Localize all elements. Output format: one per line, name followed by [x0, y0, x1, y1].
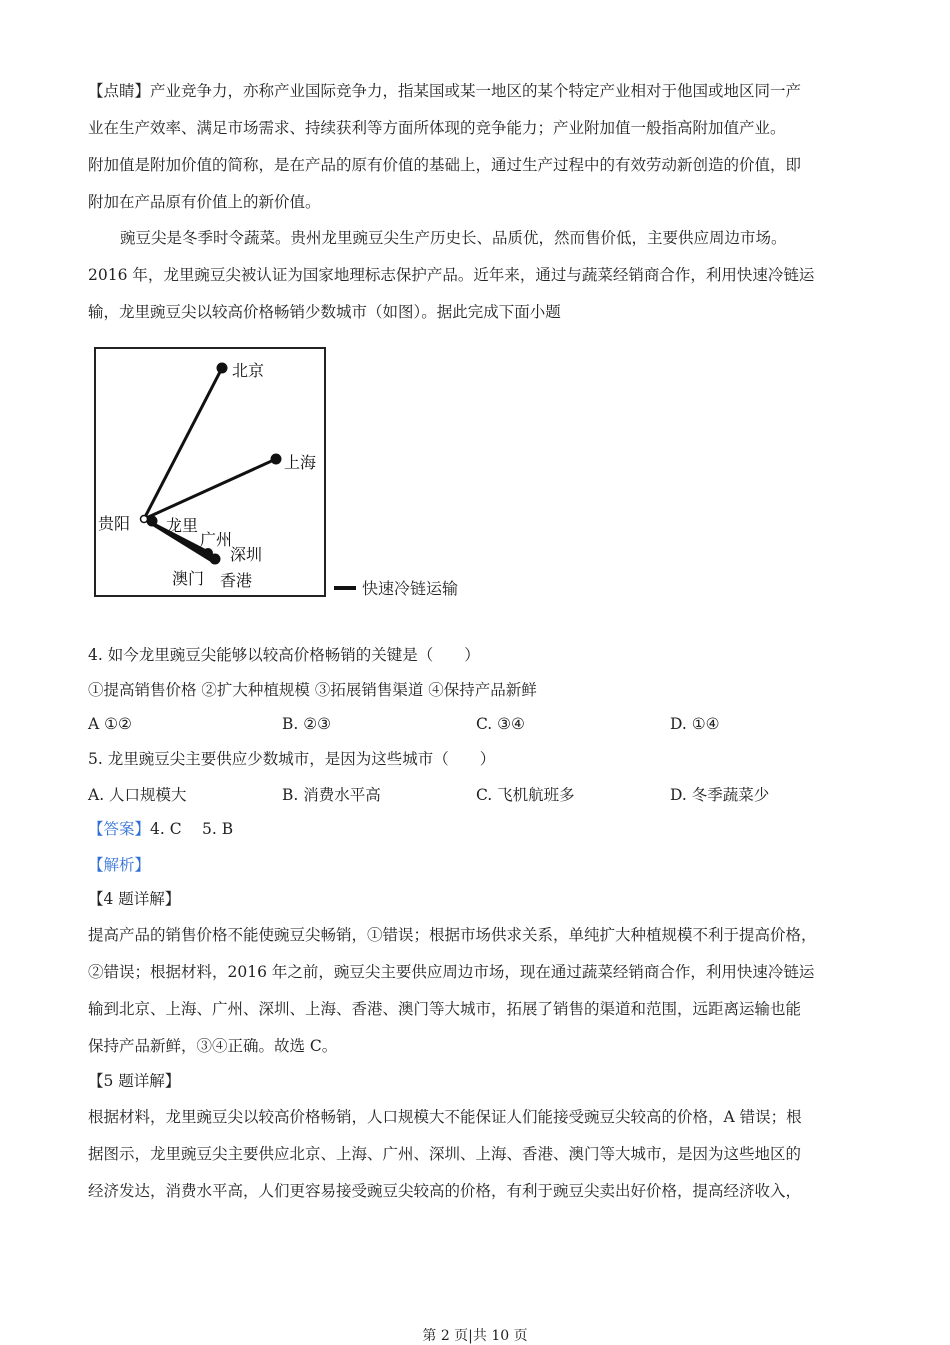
q5-option-b: B. 消费水平高 [282, 786, 381, 804]
q4-option-c: C. ③④ [476, 715, 525, 733]
intro-line-1: 【点睛】产业竞争力，亦称产业国际竞争力，指某国或某一地区的某个特定产业相对于他国或地区同一产 [88, 82, 802, 100]
detail5-title: 【5 题详解】 [88, 1072, 181, 1090]
intro-line-2: 业在生产效率、满足市场需求、持续获利等方面所体现的竞争能力；产业附加值一般指高附加值产业。 [88, 119, 786, 137]
label-xianggang: 香港 [220, 571, 253, 590]
guiyang-dot [141, 516, 148, 523]
label-guangzhou: 广州 [200, 530, 233, 549]
answer-label: 【答案】 [88, 820, 151, 838]
q5-stem: 5. 龙里豌豆尖主要供应少数城市，是因为这些城市（ ） [88, 750, 496, 768]
intro-line-3: 附加值是附加价值的简称，是在产品的原有价值的基础上，通过生产过程中的有效劳动新创造的价值，即 [88, 156, 802, 174]
q4-option-a: A ①② [88, 715, 132, 733]
passage-line-1: 豌豆尖是冬季时令蔬菜。贵州龙里豌豆尖生产历史长、品质优，然而售价低，主要供应周边市场。 [120, 229, 787, 247]
q4-stem: 4. 如今龙里豌豆尖能够以较高价格畅销的关键是（ ） [88, 646, 480, 664]
route-map [94, 347, 326, 597]
shenzhen-dot [211, 555, 219, 563]
map-legend [334, 576, 458, 599]
detail4-line-1: 提高产品的销售价格不能使豌豆尖畅销，①错误；根据市场供求关系，单纯扩大种植规模不利于提高价格， [88, 926, 817, 944]
detail4-line-4: 保持产品新鲜，③④正确。故选 C。 [88, 1037, 338, 1055]
answer-row [88, 822, 233, 838]
beijing-dot [218, 364, 226, 372]
label-longli: 龙里 [166, 516, 199, 535]
passage-line-3: 输，龙里豌豆尖以较高价格畅销少数城市（如图）。据此完成下面小题 [88, 303, 561, 321]
detail4-line-2: ②错误；根据材料，2016 年之前，豌豆尖主要供应周边市场，现在通过蔬菜经销商合作，利用快速冷链运 [88, 963, 815, 981]
label-shanghai: 上海 [284, 453, 317, 472]
q4-option-d: D. ①④ [670, 715, 720, 733]
detail5-line-2: 据图示，龙里豌豆尖主要供应北京、上海、广州、深圳、上海、香港、澳门等大城市，是因为这些地区的 [88, 1145, 802, 1163]
shanghai-dot [272, 455, 280, 463]
answer-value: 4. C 5. B [150, 820, 234, 838]
detail4-title: 【4 题详解】 [88, 890, 181, 908]
passage-line-2: 2016 年，龙里豌豆尖被认证为国家地理标志保护产品。近年来，通过与蔬菜经销商合作，利用快速冷链运 [88, 266, 815, 284]
detail5-line-1: 根据材料，龙里豌豆尖以较高价格畅销，人口规模大不能保证人们能接受豌豆尖较高的价格，A 错误；根 [88, 1108, 802, 1126]
longli-dot [148, 517, 156, 525]
q5-option-a: A. 人口规模大 [88, 786, 187, 804]
label-beijing: 北京 [232, 361, 265, 380]
q4-option-b: B. ②③ [282, 715, 332, 733]
legend-label: 快速冷链运输 [362, 579, 459, 598]
q4-items: ①提高销售价格 ②扩大种植规模 ③拓展销售渠道 ④保持产品新鲜 [88, 681, 537, 699]
detail5-line-3: 经济发达，消费水平高，人们更容易接受豌豆尖较高的价格，有利于豌豆尖卖出好价格，提高经济收入， [88, 1182, 802, 1200]
guangzhou-dot [205, 550, 212, 557]
detail4-line-3: 输到北京、上海、广州、深圳、上海、香港、澳门等大城市，拓展了销售的渠道和范围，远距离运输也能 [88, 1000, 802, 1018]
route-shanghai [144, 459, 276, 519]
label-shenzhen: 深圳 [230, 545, 263, 564]
analysis-label: 【解析】 [88, 856, 151, 874]
route-beijing [144, 368, 222, 519]
label-aomen: 澳门 [172, 569, 205, 588]
q5-option-d: D. 冬季蔬菜少 [670, 786, 770, 804]
intro-line-4: 附加在产品原有价值上的新价值。 [88, 193, 321, 211]
label-guiyang: 贵阳 [98, 514, 131, 533]
page-footer: 第 2 页|共 10 页 [422, 1328, 528, 1344]
q5-option-c: C. 飞机航班多 [476, 786, 575, 804]
legend-line-icon [334, 586, 356, 590]
